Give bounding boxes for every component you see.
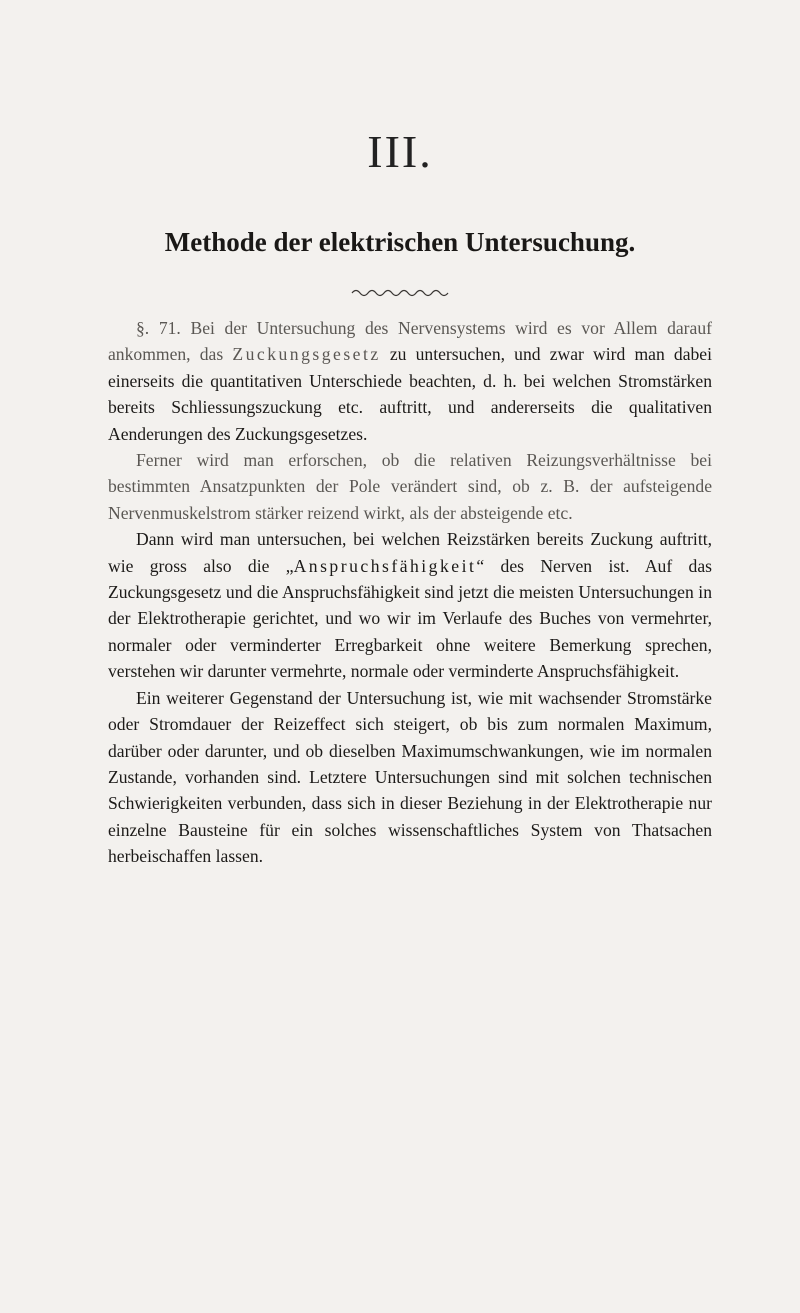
paragraph xyxy=(108,526,712,684)
paragraph-text: zu untersuchen, und zwar wird man dabei einerseits die quantitativen Unterschiede beachten, d. h. bei welchen Stromstärken bereits Schliessungszuckung etc. auftritt, und andererseits die qualitativen Aenderungen des Zuckungsgesetzes. xyxy=(108,344,713,444)
emphasis-term: Zuckungsgesetz xyxy=(232,344,381,365)
chapter-numeral: III. xyxy=(367,126,433,177)
paragraph-text: §. 71. Bei der Untersuchung des Nervensystems wird es vor Allem darauf ankommen, das xyxy=(108,318,712,365)
paragraph-text: Dann wird man untersuchen, bei welchen Reizstärken bereits Zuckung auftritt, wie gross also die „ xyxy=(108,529,712,576)
chapter-title: Methode der elektrischen Untersuchung. xyxy=(164,227,636,257)
paragraph: Ferner wird man erforschen, ob die relativen Reizungsverhältnisse bei bestimmten Ansatzpunkten der Pole verändert sind, ob z. B. der aufsteigende Nervenmuskelstrom stärker reizend wirkt, als der absteigende etc. xyxy=(108,450,712,523)
paragraph-text: “ des Nerven ist. Auf das Zuckungsgesetz und die Anspruchsfähigkeit sind jetzt die meisten Untersuchungen in der Elektrotherapie gerichtet, und wo wir im Verlaufe des Buches von vermehrter, normaler oder verminderter Erregbarkeit ohne weitere Bemerkung sprechen, verstehen wir darunter vermehrte, normale oder verminderte Anspruchsfähigkeit. xyxy=(108,555,712,682)
paragraph-71 xyxy=(108,315,712,447)
body-text xyxy=(108,315,712,870)
ornament-wave-divider xyxy=(350,286,450,298)
paragraph: Ein weiterer Gegenstand der Untersuchung ist, wie mit wachsender Stromstärke oder Stromdauer der Reizeffect sich steigert, ob bis zum normalen Maximum, darüber oder darunter, und ob dieselben Maximumschwankungen, wie im normalen Zustande, vorhanden sind. Letztere Untersuchungen sind mit solchen technischen Schwierigkeiten verbunden, dass sich in dieser Beziehung in der Elektrotherapie nur einzelne Bausteine für ein solches wissenschaftliches System von Thatsachen herbeischaffen lassen. xyxy=(108,687,712,867)
emphasis-term: Anspruchsfähigkeit xyxy=(293,555,477,576)
